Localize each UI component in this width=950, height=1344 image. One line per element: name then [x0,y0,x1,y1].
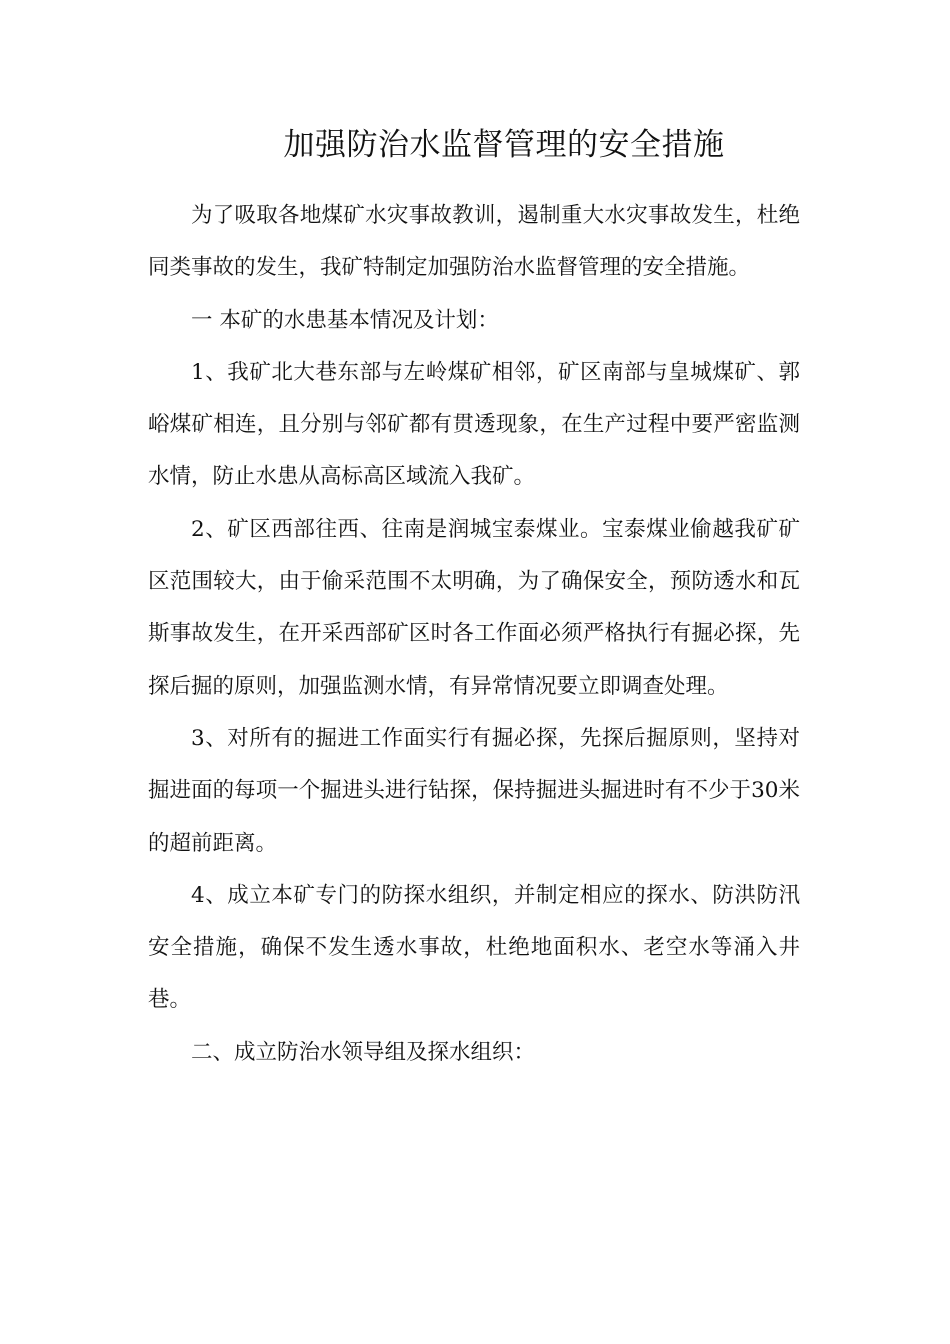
section-heading-1: 一 本矿的水患基本情况及计划： [191,307,499,333]
paragraph-item-4: 4、成立本矿专门的防探水组织，并制定相应的探水、防洪防汛安全措施，确保不发生透水事故，杜绝地面积水、老空水等涌入井巷。 [148,882,800,1013]
paragraph-item-1: 1、我矿北大巷东部与左岭煤矿相邻，矿区南部与皇城煤矿、郭峪煤矿相连，且分别与邻矿都有贯透现象，在生产过程中要严密监测水情，防止水患从高标高区域流入我矿。 [148,359,800,490]
paragraph-intro: 为了吸取各地煤矿水灾事故教训，遏制重大水灾事故发生，杜绝同类事故的发生，我矿特制定加强防治水监督管理的安全措施。 [148,203,800,281]
section-heading-2: 二、成立防治水领导组及探水组织： [191,1039,536,1065]
paragraph-item-2: 2、矿区西部往西、往南是润城宝泰煤业。宝泰煤业偷越我矿矿区范围较大，由于偷采范围不太明确，为了确保安全，预防透水和瓦斯事故发生，在开采西部矿区时各工作面必须严格执行有掘必探，先探后掘的原则，加强监测水情，有异常情况要立即调查处理。 [148,516,800,699]
paragraph-item-3: 3、对所有的掘进工作面实行有掘必探，先探后掘原则，坚持对掘进面的每项一个掘进头进行钻探，保持掘进头掘进时有不少于30米的超前距离。 [148,725,800,856]
document-body [148,190,800,1079]
document-title: 加强防治水监督管理的安全措施 [283,127,725,163]
